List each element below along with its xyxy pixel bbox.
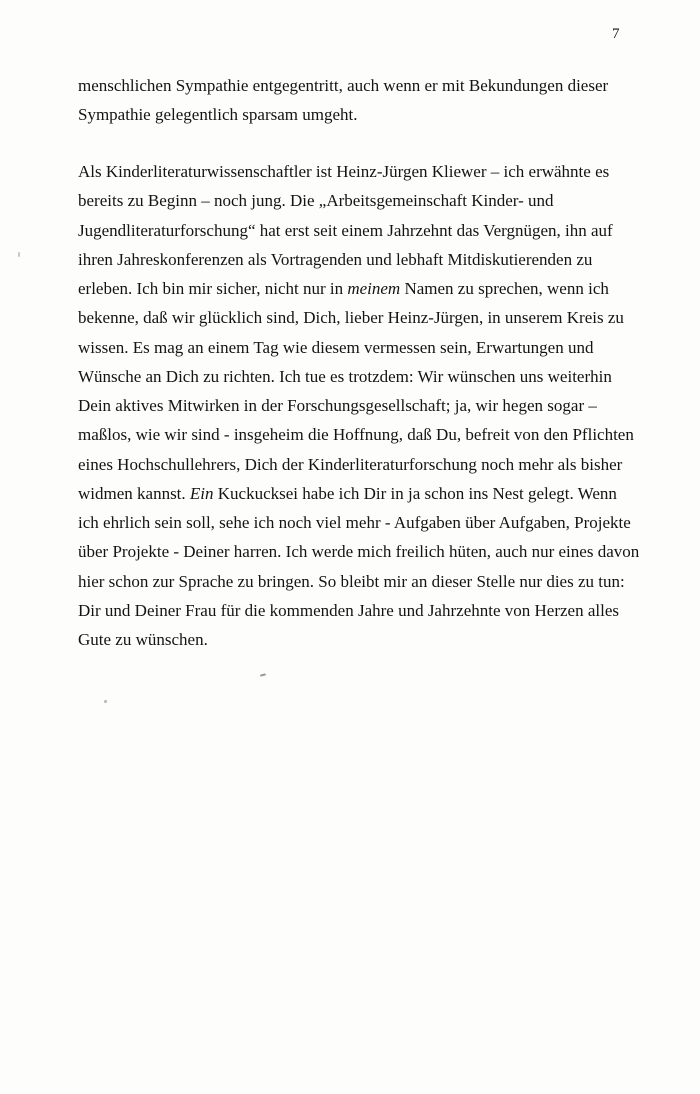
line-text: Wünsche an Dich zu richten. Ich tue es trotzdem: Wir wünschen uns weiterhin: [78, 366, 612, 386]
line-text: Dein aktives Mitwirken in der Forschungsgesellschaft; ja, wir hegen sogar –: [78, 396, 597, 415]
text-line: [78, 625, 638, 654]
text-line: [78, 245, 638, 274]
line-text: widmen kannst.: [78, 483, 190, 503]
line-text: wissen. Es mag an einem Tag wie diesem vermessen sein, Erwartungen und: [78, 337, 594, 357]
line-text: bereits zu Beginn – noch jung. Die „Arbeitsgemeinschaft Kinder- und: [78, 191, 554, 211]
text-line: [78, 420, 638, 449]
line-text: menschlichen Sympathie entgegentritt, auch wenn er mit Bekundungen dieser: [78, 76, 609, 95]
text-line: [78, 71, 638, 100]
paragraph-1: [78, 71, 638, 130]
line-text: bekenne, daß wir glücklich sind, Dich, lieber Heinz-Jürgen, in unserem Kreis zu: [78, 308, 624, 328]
text-line: [78, 157, 638, 186]
line-text: Namen zu sprechen, wenn ich: [400, 279, 609, 298]
line-text: Kuckucksei habe ich Dir in ja schon ins Nest gelegt. Wenn: [213, 483, 617, 503]
line-text: Jugendliteraturforschung“ hat erst seit einem Jahrzehnt das Vergnügen, ihn auf: [78, 220, 613, 240]
text-line: [78, 450, 638, 479]
line-text: Dir und Deiner Frau für die kommenden Jahre und Jahrzehnte von Herzen alles: [78, 600, 619, 620]
line-text: über Projekte - Deiner harren. Ich werde mich freilich hüten, auch nur eines davon: [78, 542, 640, 562]
line-text: Gute zu wünschen.: [78, 630, 208, 649]
line-text: eines Hochschullehrers, Dich der Kinderliteraturforschung noch mehr als bisher: [78, 454, 623, 474]
line-text: ich ehrlich sein soll, sehe ich noch viel mehr - Aufgaben über Aufgaben, Projekte: [78, 513, 631, 532]
line-text: ihren Jahreskonferenzen als Vortragenden und lebhaft Mitdiskutierenden zu: [78, 249, 593, 269]
scan-speck: [104, 700, 107, 703]
text-line: [78, 567, 638, 596]
line-text: erleben. Ich bin mir sicher, nicht nur in: [78, 279, 348, 298]
text-line: [78, 100, 638, 129]
emphasis-text: meinem: [347, 279, 401, 298]
line-text: maßlos, wie wir sind - insgeheim die Hoffnung, daß Du, befreit von den Pflichten: [78, 425, 634, 445]
paragraph-2: [78, 157, 638, 654]
text-line: [78, 362, 638, 391]
text-line: [78, 333, 638, 362]
text-line: [78, 596, 638, 625]
text-line: [78, 274, 638, 303]
scan-speck: [18, 252, 20, 257]
scan-speck: [260, 673, 266, 676]
page-number: 7: [612, 26, 620, 42]
emphasis-text: Ein: [189, 483, 214, 503]
text-line: [78, 186, 638, 215]
line-text: hier schon zur Sprache zu bringen. So bleibt mir an dieser Stelle nur dies zu tun:: [78, 571, 625, 591]
line-text: Als Kinderliteraturwissenschaftler ist Heinz-Jürgen Kliewer – ich erwähnte es: [78, 162, 610, 181]
text-line: [78, 303, 638, 332]
line-text: Sympathie gelegentlich sparsam umgeht.: [78, 105, 358, 125]
text-line: [78, 391, 638, 420]
text-line: [78, 537, 638, 566]
text-line: [78, 508, 638, 537]
text-line: [78, 479, 638, 508]
text-line: [78, 216, 638, 245]
